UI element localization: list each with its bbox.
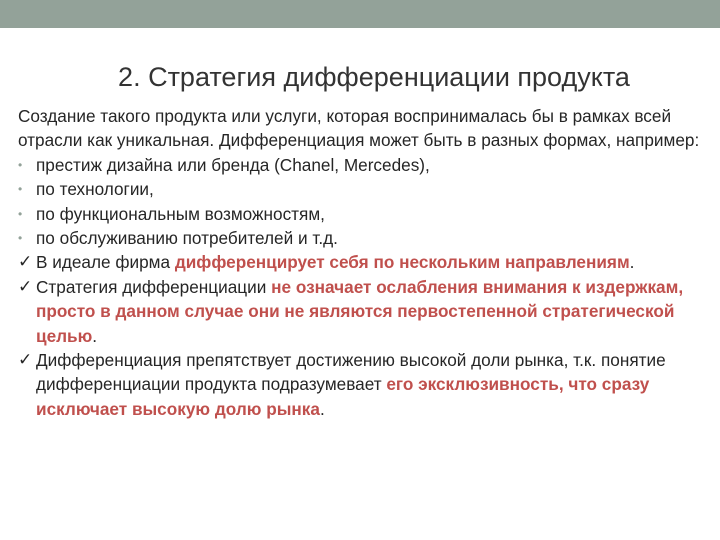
check-text-end: . [319, 398, 325, 419]
checkmark-icon: ✓ [18, 252, 33, 272]
bullet-item [18, 153, 708, 177]
check-text-end: . [629, 252, 635, 273]
bullet-dot-icon: • [18, 182, 23, 197]
check-text-plain: В идеале фирма [36, 252, 175, 273]
bullet-text: по функциональным возможностям, [36, 203, 325, 224]
bullet-dot-icon: • [18, 231, 23, 246]
bullet-dot-icon: • [18, 206, 23, 221]
bullet-dot-icon: • [18, 157, 23, 172]
check-text-plain: Дифференциация препятствует достижению высокой доли рынка, т.к. понятие дифференциации продукта подразумевает [36, 350, 666, 395]
check-text-highlight: его эксклюзивность, что сразу исключает высокую долю рынка [36, 374, 650, 419]
bullet-text: престиж дизайна или бренда (Chanel, Mercedes), [36, 154, 430, 175]
checkmark-icon: ✓ [18, 350, 33, 370]
bullet-text: по обслуживанию потребителей и т.д. [36, 228, 338, 249]
check-item [18, 275, 708, 348]
bullet-text: по технологии, [36, 179, 154, 200]
bullet-item [18, 226, 708, 250]
intro-paragraph: Создание такого продукта или услуги, которая воспринималась бы в рамках всей отрасли как уникальная. Дифференциация может быть в разных формах, например: [18, 106, 700, 151]
check-text-highlight: не означает ослабления внимания к издержкам, просто в данном случае они не являются первостепенной стратегической целью [36, 276, 684, 346]
bullet-item [18, 202, 708, 226]
check-text-plain: Стратегия дифференциации [36, 276, 272, 297]
checkmark-icon: ✓ [18, 276, 33, 296]
check-item [18, 348, 708, 421]
slide-title: 2. Стратегия дифференциации продукта [118, 62, 630, 92]
check-text-highlight: дифференцирует себя по нескольким направлениям [174, 252, 630, 273]
top-accent-bar [0, 0, 720, 28]
bullet-item [18, 177, 708, 201]
check-item [18, 250, 708, 274]
slide-body [18, 104, 708, 421]
check-text-end: . [92, 325, 98, 346]
